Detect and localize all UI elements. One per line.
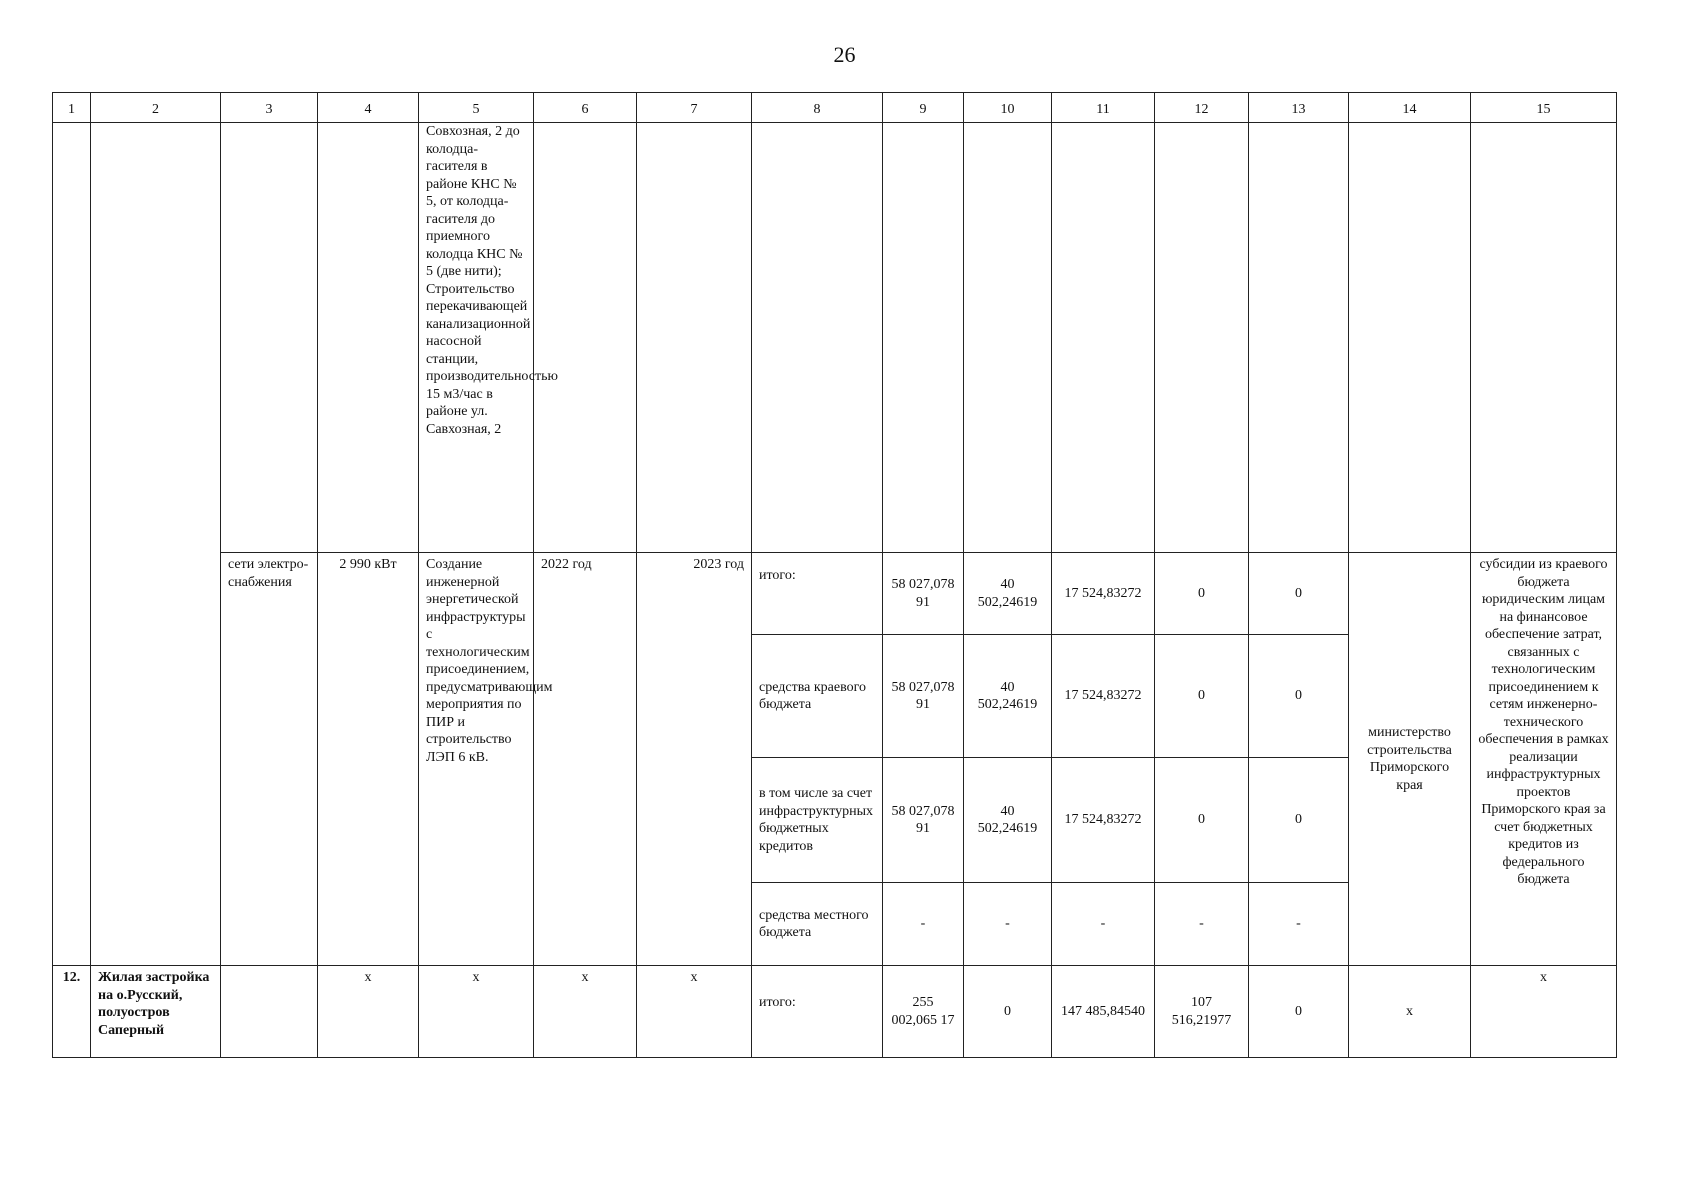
value-col12: 0 — [1155, 758, 1249, 883]
capacity: 2 990 кВт — [318, 553, 419, 966]
row12-col14: х — [1349, 966, 1471, 1058]
cell-empty — [53, 123, 91, 966]
value-col9: 255 002,065 17 — [883, 966, 964, 1058]
value-col9: 58 027,078 91 — [883, 758, 964, 883]
value-col11: 17 524,83272 — [1052, 635, 1155, 758]
value-col13: - — [1249, 883, 1349, 966]
continuation-row — [53, 123, 1617, 553]
col-header-15: 15 — [1471, 93, 1617, 123]
funding-source: средства краевого бюджета — [752, 635, 883, 758]
value-col12: 0 — [1155, 635, 1249, 758]
cell-empty — [883, 123, 964, 553]
value-col13: 0 — [1249, 966, 1349, 1058]
cell-empty — [964, 123, 1052, 553]
value-col13: 0 — [1249, 635, 1349, 758]
page-number: 26 — [833, 42, 856, 67]
value-col12: 0 — [1155, 553, 1249, 635]
cell-empty — [1052, 123, 1155, 553]
value-col12: 107 516,21977 — [1155, 966, 1249, 1058]
col-header-12: 12 — [1155, 93, 1249, 123]
responsible-organization: министерство строительства Приморского края — [1349, 553, 1471, 966]
cell-empty — [1349, 123, 1471, 553]
value-col9: - — [883, 883, 964, 966]
row-12 — [53, 966, 1617, 1058]
col-header-6: 6 — [534, 93, 637, 123]
value-col10: 40 502,24619 — [964, 553, 1052, 635]
row12-col6: х — [534, 966, 637, 1058]
col-header-2: 2 — [91, 93, 221, 123]
value-col11: 17 524,83272 — [1052, 758, 1155, 883]
col-header-11: 11 — [1052, 93, 1155, 123]
cell-empty — [1249, 123, 1349, 553]
row12-col4: х — [318, 966, 419, 1058]
value-col11: - — [1052, 883, 1155, 966]
value-col10: 40 502,24619 — [964, 758, 1052, 883]
cell-empty — [534, 123, 637, 553]
col-header-8: 8 — [752, 93, 883, 123]
value-col10: 0 — [964, 966, 1052, 1058]
start-year: 2022 год — [534, 553, 637, 966]
col-header-7: 7 — [637, 93, 752, 123]
funding-source: итого: — [752, 553, 883, 635]
value-col12: - — [1155, 883, 1249, 966]
row12-col7: х — [637, 966, 752, 1058]
electro-description: Создание инженерной энергетической инфраструктуры с технологическим присоединением, предусматривающим мероприятия по ПИР и строительство ЛЭП 6 кВ. — [419, 553, 534, 966]
value-col10: - — [964, 883, 1052, 966]
row12-col5: х — [419, 966, 534, 1058]
cell-empty — [318, 123, 419, 553]
row12-col15: х — [1471, 966, 1617, 1058]
cell-empty — [1155, 123, 1249, 553]
electro-row-total — [53, 553, 1617, 635]
continuation-description: Совхозная, 2 до колодца-гасителя в районе КНС № 5, от колодца-гасителя до приемного колодца КНС № 5 (две нити); Строительство перекачивающей канализационной насосной станции, производительностью 15 м3/час в районе ул. Савхозная, 2 — [419, 123, 534, 553]
value-col11: 147 485,84540 — [1052, 966, 1155, 1058]
col-header-5: 5 — [419, 93, 534, 123]
cell-empty — [91, 123, 221, 966]
value-col13: 0 — [1249, 758, 1349, 883]
row-number: 12. — [53, 966, 91, 1058]
funding-source: итого: — [752, 966, 883, 1058]
funding-source: средства местного бюджета — [752, 883, 883, 966]
col-header-10: 10 — [964, 93, 1052, 123]
funding-note: субсидии из краевого бюджета юридическим лицам на финансовое обеспечение затрат, связанных с технологическим присоединением к сетям инженерно-технического обеспечения в рамках реализации инфраструктурных проектов Приморского края за счет бюджетных кредитов из федерального бюджета — [1471, 553, 1617, 966]
infrastructure-type: сети электро-снабжения — [221, 553, 318, 966]
value-col13: 0 — [1249, 553, 1349, 635]
value-col11: 17 524,83272 — [1052, 553, 1155, 635]
cell-empty — [221, 966, 318, 1058]
column-number-row — [53, 93, 1617, 123]
col-header-3: 3 — [221, 93, 318, 123]
col-header-9: 9 — [883, 93, 964, 123]
col-header-4: 4 — [318, 93, 419, 123]
col-header-1: 1 — [53, 93, 91, 123]
value-col10: 40 502,24619 — [964, 635, 1052, 758]
cell-empty — [637, 123, 752, 553]
end-year: 2023 год — [637, 553, 752, 966]
funding-source: в том числе за счет инфраструктурных бюджетных кредитов — [752, 758, 883, 883]
col-header-14: 14 — [1349, 93, 1471, 123]
cell-empty — [752, 123, 883, 553]
value-col9: 58 027,078 91 — [883, 553, 964, 635]
value-col9: 58 027,078 91 — [883, 635, 964, 758]
object-name: Жилая застройка на о.Русский, полуостров Саперный — [91, 966, 221, 1058]
cell-empty — [1471, 123, 1617, 553]
cell-empty — [221, 123, 318, 553]
program-table — [52, 92, 1617, 1058]
col-header-13: 13 — [1249, 93, 1349, 123]
